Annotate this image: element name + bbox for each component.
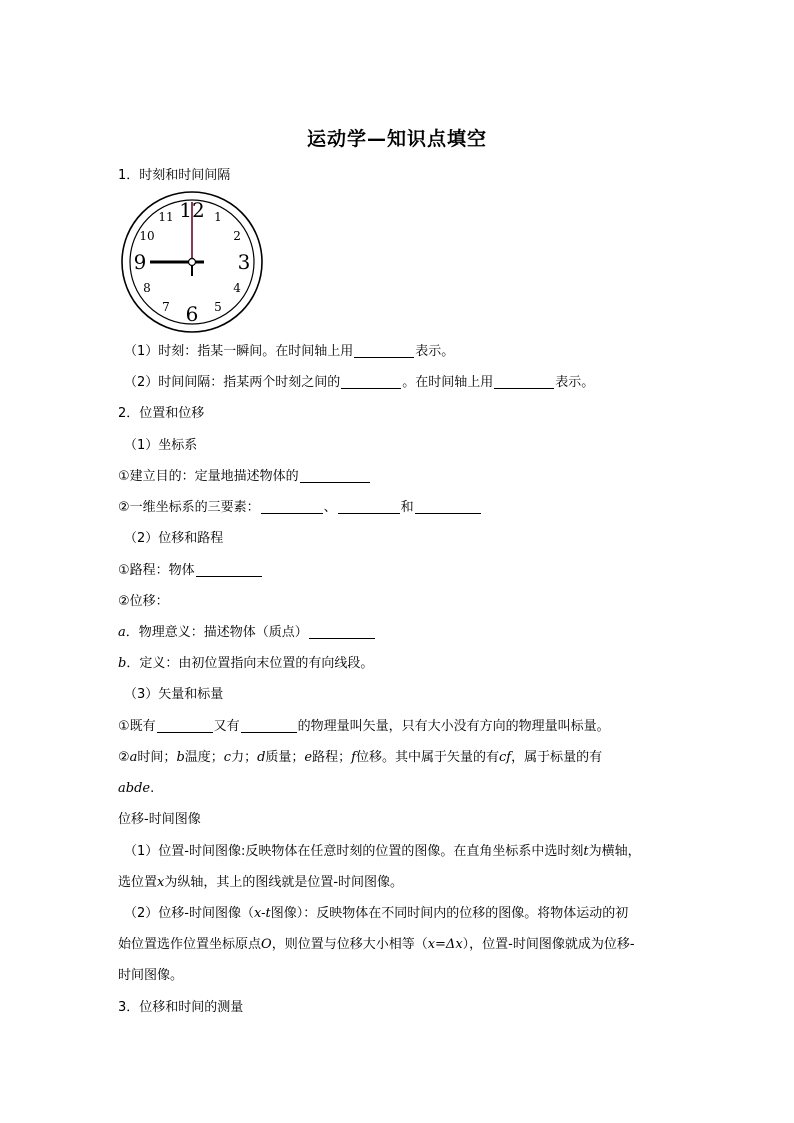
text: ），位置-时间图像就成为位移- xyxy=(462,937,635,952)
var: cf xyxy=(498,750,512,765)
text: . xyxy=(150,781,155,796)
text: （1）位置-时间图像:反映物体在任意时刻的位置的图像。在直角坐标系中选时刻 xyxy=(124,844,584,859)
var: t xyxy=(583,844,589,859)
text: ①建立目的：定量地描述物体的 xyxy=(118,469,299,484)
fill-blank[interactable] xyxy=(300,468,370,483)
text: 温度； xyxy=(184,750,224,765)
var: e xyxy=(304,750,313,765)
text: 质量； xyxy=(265,750,305,765)
var: b xyxy=(176,750,185,765)
clock-numeral: 1 xyxy=(214,209,222,224)
clock-numeral: 5 xyxy=(214,300,222,315)
s3-item-2-cont2: 时间图像。 xyxy=(118,968,184,983)
var: x=Δx xyxy=(427,937,463,952)
s2-item-a xyxy=(118,624,376,642)
section-heading-1: 1．时刻和时间间隔 xyxy=(118,168,231,183)
section-heading-2: 2．位置和位移 xyxy=(118,406,205,421)
s3-item-2-cont xyxy=(118,936,635,954)
text: 位移。其中属于矢量的有 xyxy=(355,750,499,765)
text: 为纵轴，其上的图线就是位置-时间图像。 xyxy=(164,875,404,890)
text: （2）位移-时间图像（ xyxy=(124,906,254,921)
text: ②一维坐标系的三要素： xyxy=(118,500,260,515)
fill-blank[interactable] xyxy=(309,624,375,639)
section-heading-4: 3．位移和时间的测量 xyxy=(118,1000,244,1015)
text: ①既有 xyxy=(118,719,156,734)
fill-blank[interactable] xyxy=(241,718,297,733)
text: 表示。 xyxy=(555,375,595,390)
s2-item-1 xyxy=(118,468,371,486)
s2-item-6 xyxy=(118,749,602,767)
clock-numeral: 2 xyxy=(233,229,241,243)
s1-item-1 xyxy=(124,343,454,361)
text: 选位置 xyxy=(118,875,158,890)
clock-numeral: 3 xyxy=(237,250,251,274)
text: 。在时间轴上用 xyxy=(402,375,494,390)
page-title: 运动学—知识点填空 xyxy=(306,128,487,150)
s2-item-4: ②位移： xyxy=(118,594,169,609)
fill-blank[interactable] xyxy=(354,343,414,358)
s2-item-2 xyxy=(118,499,482,517)
clock-numeral: 7 xyxy=(162,300,170,315)
s3-item-1 xyxy=(124,843,641,861)
text: 和 xyxy=(400,500,414,515)
text: 力； xyxy=(231,750,258,765)
clock-numeral: 8 xyxy=(143,281,151,295)
clock-figure xyxy=(120,190,264,334)
var: x xyxy=(157,875,165,890)
text: 表示。 xyxy=(415,344,455,359)
clock-numeral: 12 xyxy=(179,198,205,222)
text: 为横轴， xyxy=(588,844,641,859)
text: ，则位置与位移大小相等（ xyxy=(271,937,428,952)
clock-center xyxy=(189,259,196,266)
text: 始位置选作位置坐标原点 xyxy=(118,937,262,952)
fill-blank[interactable] xyxy=(415,499,481,514)
clock-numeral: 10 xyxy=(139,229,155,243)
text: ② xyxy=(118,750,130,765)
text: 的物理量叫矢量，只有大小没有方向的物理量叫标量。 xyxy=(297,719,610,734)
text: 图像）：反映物体在不同时间内的位移的图像。将物体运动的初 xyxy=(270,906,629,921)
text: 、 xyxy=(323,500,337,515)
label-a: a xyxy=(118,625,126,640)
text: 又有 xyxy=(213,719,240,734)
text: ．物理意义：描述物体（质点） xyxy=(125,625,308,640)
text: （2）时间间隔：指某两个时刻之间的 xyxy=(124,375,341,390)
fill-blank[interactable] xyxy=(196,562,262,577)
text: ．定义：由初位置指向末位置的有向线段。 xyxy=(126,656,374,671)
text: ①路程：物体 xyxy=(118,563,195,578)
s2-item-5 xyxy=(118,718,610,736)
text: （1）时刻：指某一瞬间。在时间轴上用 xyxy=(124,344,354,359)
s2-sub-3: （3）矢量和标量 xyxy=(124,687,224,702)
s2-sub-1: （1）坐标系 xyxy=(124,438,198,453)
s2-sub-2: （2）位移和路程 xyxy=(124,531,224,546)
text: 路程； xyxy=(312,750,352,765)
var: O xyxy=(261,937,272,952)
var: f xyxy=(351,750,356,765)
label-b: b xyxy=(118,656,127,671)
fill-blank[interactable] xyxy=(261,499,323,514)
s2-item-b xyxy=(118,655,373,673)
var: a xyxy=(129,750,138,765)
clock-numeral: 11 xyxy=(158,209,174,224)
clock-numeral: 4 xyxy=(233,281,241,295)
var: c xyxy=(223,750,232,765)
fill-blank[interactable] xyxy=(157,718,213,733)
s2-item-3 xyxy=(118,562,263,580)
clock-numeral: 6 xyxy=(185,302,199,326)
s1-item-2 xyxy=(124,374,594,392)
fill-blank[interactable] xyxy=(341,374,401,389)
var: x-t xyxy=(253,906,271,921)
fill-blank[interactable] xyxy=(494,374,554,389)
s2-item-6-cont xyxy=(118,780,154,798)
s3-item-2 xyxy=(124,905,628,923)
s3-item-1-cont xyxy=(118,874,403,892)
clock-numeral: 9 xyxy=(133,250,147,274)
text: 时间； xyxy=(137,750,177,765)
var: abde xyxy=(118,781,151,796)
var: d xyxy=(257,750,266,765)
fill-blank[interactable] xyxy=(338,499,400,514)
text: ，属于标量的有 xyxy=(511,750,603,765)
section-heading-3: 位移-时间图像 xyxy=(118,812,201,827)
